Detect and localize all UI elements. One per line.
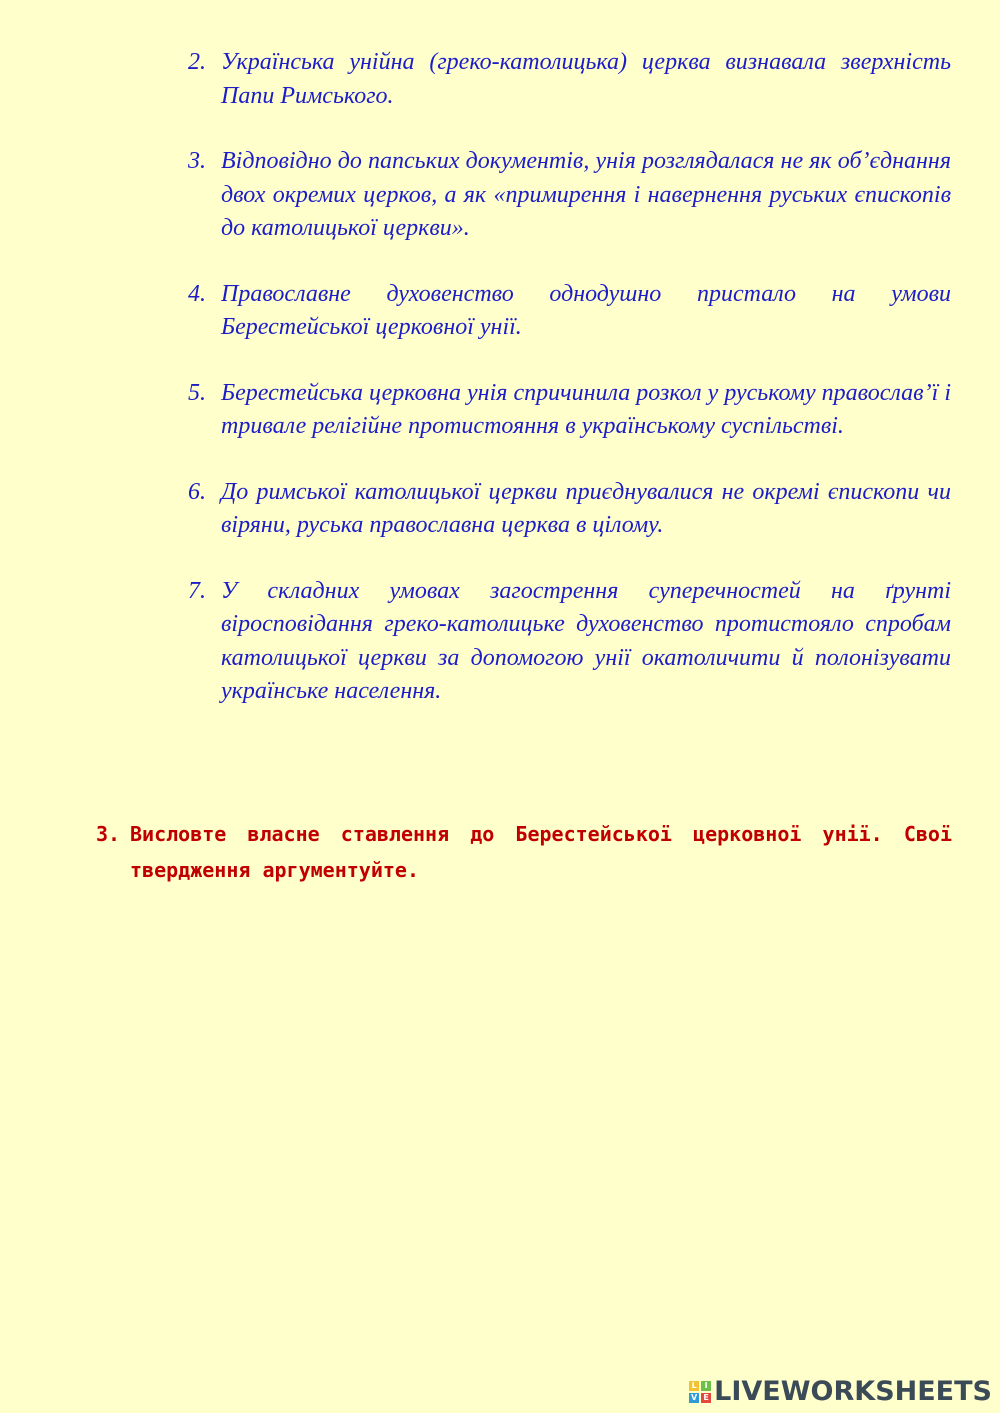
liveworksheets-logo-icon [689, 1381, 711, 1403]
logo-icon-letter: V [691, 1392, 698, 1402]
statement-text: Берестейська церковна унія спричинила розкол у руському православ’ї і тривале релігійне протистояння в українському суспільстві. [221, 379, 951, 439]
logo-icon-letter: L [689, 1381, 699, 1391]
statement-text: Відповідно до папських документів, унія розглядалася не як об’єднання двох окремих церков, а як «примирення і навернення руських єпископів до католицької церкви». [221, 148, 951, 241]
task-prompt [96, 816, 952, 888]
statement-item [188, 278, 951, 345]
statement-number: 7. [188, 577, 206, 604]
task-text: Висловте власне ставлення до Берестейської церковної унії. Свої твердження аргументуйте. [130, 822, 952, 882]
statement-text: У складних умовах загострення суперечностей на ґрунті віросповідання греко-католицьке духовенство протистояло спробам католицької церкви за допомогою унії окатоличити й полонізувати українське населення. [221, 577, 951, 704]
statement-number: 2. [188, 49, 206, 75]
statement-number: 5. [188, 379, 206, 406]
statement-number: 6. [188, 478, 206, 505]
logo-icon-letter: I [701, 1381, 711, 1391]
logo-icon-letter: E [701, 1393, 711, 1403]
statement-item [188, 476, 951, 543]
statement-text: Православне духовенство однодушно пристало на умови Берестейської церковної унії. [221, 280, 951, 340]
statement-item [188, 575, 951, 709]
statement-item [188, 377, 951, 444]
statement-number: 4. [188, 280, 206, 307]
logo-text: LIVEWORKSHEETS [714, 1376, 992, 1407]
statement-item [188, 46, 951, 113]
statement-number: 3. [188, 148, 206, 174]
statement-item [188, 145, 951, 246]
statements-list [188, 46, 951, 741]
task-number: 3. [96, 822, 121, 846]
statement-text: До римської католицької церкви приєднувалися не окремі єпископи чи віряни, руська православна церква в цілому. [221, 478, 951, 538]
statement-text: Українська унійна (греко-католицька) церква визнавала зверхність Папи Римського. [221, 49, 951, 109]
liveworksheets-logo [689, 1376, 992, 1407]
